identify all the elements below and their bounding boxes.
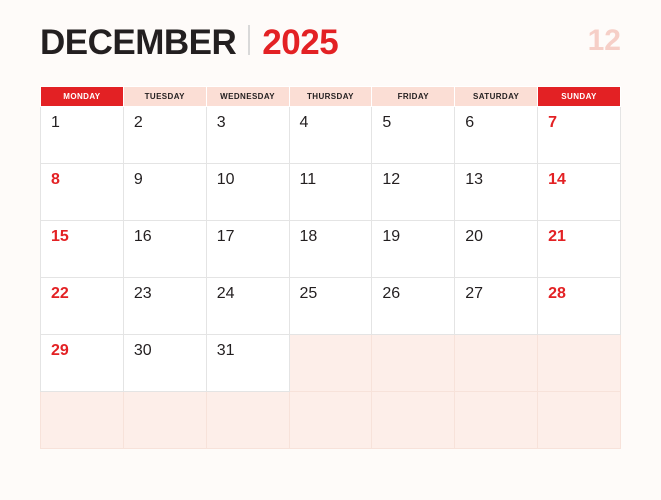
month-number: 12 <box>587 24 621 57</box>
calendar-day-cell[interactable]: 7 <box>538 107 621 164</box>
calendar-week-row <box>41 107 621 164</box>
calendar-cell-empty <box>206 392 289 449</box>
calendar-cell-empty <box>538 392 621 449</box>
calendar-cell-empty <box>289 392 372 449</box>
title-divider <box>248 25 250 55</box>
calendar-day-cell[interactable]: 8 <box>41 164 124 221</box>
calendar-day-cell[interactable]: 9 <box>123 164 206 221</box>
calendar-week-row <box>41 164 621 221</box>
calendar-grid <box>40 86 621 449</box>
calendar-day-cell[interactable]: 28 <box>538 278 621 335</box>
weekday-header-friday: FRIDAY <box>372 87 455 107</box>
calendar-day-cell[interactable]: 20 <box>455 221 538 278</box>
calendar-day-cell[interactable]: 5 <box>372 107 455 164</box>
weekday-header-saturday: SATURDAY <box>455 87 538 107</box>
calendar-day-cell[interactable]: 16 <box>123 221 206 278</box>
calendar-day-cell[interactable]: 25 <box>289 278 372 335</box>
calendar-cell-empty <box>538 335 621 392</box>
calendar-title <box>40 24 621 60</box>
calendar-cell-empty <box>455 392 538 449</box>
calendar-cell-empty <box>41 392 124 449</box>
calendar-day-cell[interactable]: 10 <box>206 164 289 221</box>
weekday-header-wednesday: WEDNESDAY <box>206 87 289 107</box>
weekday-header-sunday: SUNDAY <box>538 87 621 107</box>
weekday-header-monday: MONDAY <box>41 87 124 107</box>
calendar-day-cell[interactable]: 14 <box>538 164 621 221</box>
calendar-cell-empty <box>289 335 372 392</box>
calendar-day-cell[interactable]: 6 <box>455 107 538 164</box>
calendar-week-row <box>41 221 621 278</box>
year-label: 2025 <box>262 23 339 62</box>
calendar-day-cell[interactable]: 3 <box>206 107 289 164</box>
calendar-day-cell[interactable]: 19 <box>372 221 455 278</box>
calendar-week-row <box>41 278 621 335</box>
weekday-header-thursday: THURSDAY <box>289 87 372 107</box>
calendar-day-cell[interactable]: 29 <box>41 335 124 392</box>
calendar-day-cell[interactable]: 18 <box>289 221 372 278</box>
calendar-day-cell[interactable]: 31 <box>206 335 289 392</box>
calendar-day-cell[interactable]: 27 <box>455 278 538 335</box>
calendar-day-cell[interactable]: 24 <box>206 278 289 335</box>
calendar-day-cell[interactable]: 23 <box>123 278 206 335</box>
calendar-day-cell[interactable]: 2 <box>123 107 206 164</box>
calendar-day-cell[interactable]: 12 <box>372 164 455 221</box>
calendar-day-cell[interactable]: 11 <box>289 164 372 221</box>
calendar-day-cell[interactable]: 13 <box>455 164 538 221</box>
calendar-cell-empty <box>372 335 455 392</box>
month-name: DECEMBER <box>40 23 237 62</box>
calendar-cell-empty <box>123 392 206 449</box>
calendar-day-cell[interactable]: 30 <box>123 335 206 392</box>
calendar-cell-empty <box>372 392 455 449</box>
calendar-day-cell[interactable]: 17 <box>206 221 289 278</box>
weekday-header-row <box>41 87 621 107</box>
calendar-day-cell[interactable]: 26 <box>372 278 455 335</box>
calendar-week-row <box>41 335 621 392</box>
calendar-day-cell[interactable]: 15 <box>41 221 124 278</box>
calendar-day-cell[interactable]: 22 <box>41 278 124 335</box>
calendar-day-cell[interactable]: 1 <box>41 107 124 164</box>
calendar-day-cell[interactable]: 4 <box>289 107 372 164</box>
calendar-day-cell[interactable]: 21 <box>538 221 621 278</box>
weekday-header-tuesday: TUESDAY <box>123 87 206 107</box>
calendar-cell-empty <box>455 335 538 392</box>
calendar-week-row <box>41 392 621 449</box>
calendar-header <box>40 24 621 70</box>
calendar-body <box>41 107 621 449</box>
